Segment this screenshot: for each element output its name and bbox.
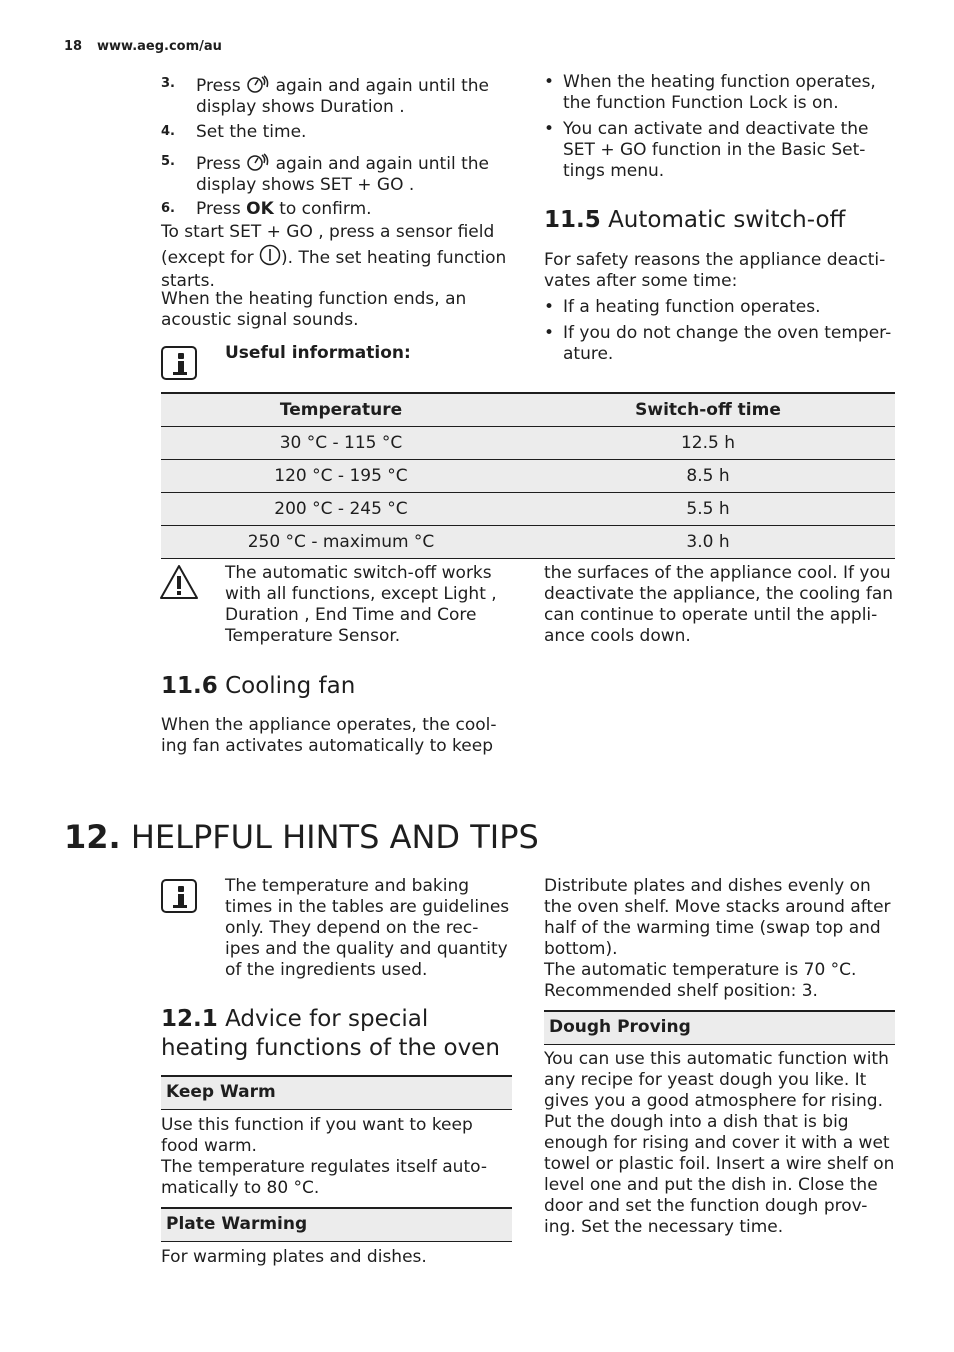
step-text: to confirm. bbox=[279, 199, 372, 219]
section-title: heating functions of the oven bbox=[161, 1035, 500, 1061]
bullet-item: If a heating function operates. bbox=[563, 297, 821, 317]
step-number: 5. bbox=[161, 154, 175, 169]
step-5 bbox=[161, 152, 516, 196]
warming-line: The automatic temperature is 70 °C. bbox=[544, 960, 857, 980]
warming-details bbox=[544, 876, 896, 1002]
step-text: Press bbox=[196, 76, 241, 96]
section-12-1-heading bbox=[161, 1005, 521, 1063]
table-row bbox=[161, 427, 895, 460]
website-url[interactable]: www.aeg.com/au bbox=[97, 39, 222, 54]
start-text: To start SET + GO , press a sensor field (except for bbox=[161, 222, 495, 268]
set-go-icon bbox=[246, 152, 270, 172]
column-header: Switch-off time bbox=[521, 393, 895, 427]
step-text: Press bbox=[196, 154, 241, 174]
table-cell: 3.0 h bbox=[521, 526, 895, 559]
section-title: Cooling fan bbox=[225, 673, 356, 699]
table-cell: 250 °C - maximum °C bbox=[161, 526, 521, 559]
keep-warm-text bbox=[161, 1115, 511, 1199]
start-paragraph bbox=[161, 221, 516, 293]
useful-info-label: Useful information: bbox=[225, 343, 411, 363]
section-number: 12.1 bbox=[161, 1006, 218, 1032]
column-header: Temperature bbox=[161, 393, 521, 427]
chapter-number: 12. bbox=[64, 818, 121, 856]
switch-off-table bbox=[161, 392, 895, 559]
table-row bbox=[161, 493, 895, 526]
step-text: Press bbox=[196, 199, 241, 219]
section-title: Automatic switch-off bbox=[608, 207, 846, 233]
table-row bbox=[161, 460, 895, 493]
info-icon bbox=[161, 879, 197, 913]
dough-proving-text: You can use this automatic function with any recipe for yeast dough you like. It gives you a good atmosphere for rising. Put the dough into a dish that is big enough for rising and cover it with a wet towel or plastic foil. Insert a wire shelf on level one and put the dish in. Close the door and set the function dough prov-ing. Set the necessary time. bbox=[544, 1049, 895, 1237]
chapter-12-heading bbox=[64, 817, 539, 857]
cooling-fan-text: When the appliance operates, the cool-ing fan activates automatically to keep bbox=[161, 715, 497, 756]
info-icon bbox=[161, 346, 197, 380]
warming-line: Distribute plates and dishes evenly on the oven shelf. Move stacks around after half of the warming time (swap top and bottom). bbox=[544, 876, 891, 959]
step-text: again and again until the display shows Duration . bbox=[196, 76, 489, 117]
step-number: 3. bbox=[161, 76, 175, 91]
step-3 bbox=[161, 74, 516, 118]
table-row bbox=[161, 526, 895, 559]
bullet-list-function-lock: • When the heating function operates, the function Function Lock is on. • You can activate and deactivate the SET + GO function in the Basic Set-tings menu. bbox=[544, 72, 876, 181]
step-6 bbox=[161, 199, 516, 220]
acoustic-paragraph: When the heating function ends, an acoustic signal sounds. bbox=[161, 289, 467, 330]
table-cell: 12.5 h bbox=[521, 427, 895, 460]
table-cell: 5.5 h bbox=[521, 493, 895, 526]
bullet-item: When the heating function operates, the function Function Lock is on. bbox=[563, 72, 876, 113]
page-number: 18 bbox=[64, 39, 83, 54]
step-4 bbox=[161, 122, 516, 143]
section-11-6-heading bbox=[161, 672, 355, 701]
bullet-list-switch-off: • If a heating function operates. • If you do not change the oven temper-ature. bbox=[544, 297, 892, 364]
step-number: 4. bbox=[161, 124, 175, 139]
step-number: 6. bbox=[161, 201, 175, 216]
chapter-title: HELPFUL HINTS AND TIPS bbox=[130, 818, 539, 856]
warning-text-right: the surfaces of the appliance cool. If you deactivate the appliance, the cooling fan can continue to operate until the appli-ance cools down. bbox=[544, 563, 894, 646]
set-go-icon bbox=[246, 74, 270, 94]
warning-text-left: The automatic switch-off works with all functions, except Light , Duration , End Time and Core Temperature Sensor. bbox=[225, 563, 497, 646]
guidelines-info-text: The temperature and baking times in the tables are guidelines only. They depend on the rec-ipes and the quality and quantity of the ingredients used. bbox=[225, 876, 510, 980]
start-text: ). The set heating function starts. bbox=[161, 248, 507, 291]
step-text: Set the time. bbox=[196, 122, 307, 142]
table-cell: 8.5 h bbox=[521, 460, 895, 493]
on-off-icon bbox=[259, 244, 281, 266]
plate-warming-text: For warming plates and dishes. bbox=[161, 1247, 427, 1267]
section-11-5-heading bbox=[544, 206, 845, 235]
section-number: 11.6 bbox=[161, 673, 218, 699]
warning-icon bbox=[159, 564, 199, 600]
keep-warm-line: Use this function if you want to keep food warm. bbox=[161, 1115, 473, 1156]
dough-proving-heading: Dough Proving bbox=[544, 1010, 895, 1045]
section-title: Advice for special bbox=[225, 1006, 429, 1032]
table-cell: 30 °C - 115 °C bbox=[161, 427, 521, 460]
warming-line: Recommended shelf position: 3. bbox=[544, 981, 818, 1001]
keep-warm-line: The temperature regulates itself auto-matically to 80 °C. bbox=[161, 1157, 487, 1198]
bullet-item: You can activate and deactivate the SET + GO function in the Basic Set-tings menu. bbox=[563, 119, 869, 181]
plate-warming-heading: Plate Warming bbox=[161, 1207, 512, 1242]
section-number: 11.5 bbox=[544, 207, 601, 233]
table-cell: 200 °C - 245 °C bbox=[161, 493, 521, 526]
step-text: again and again until the display shows SET + GO . bbox=[196, 154, 489, 195]
table-cell: 120 °C - 195 °C bbox=[161, 460, 521, 493]
bullet-item: If you do not change the oven temper-ature. bbox=[563, 323, 892, 364]
table-header-row bbox=[161, 393, 895, 427]
keep-warm-heading: Keep Warm bbox=[161, 1075, 512, 1110]
ok-key-label: OK bbox=[246, 199, 274, 219]
switch-off-intro: For safety reasons the appliance deacti-vates after some time: bbox=[544, 250, 886, 291]
